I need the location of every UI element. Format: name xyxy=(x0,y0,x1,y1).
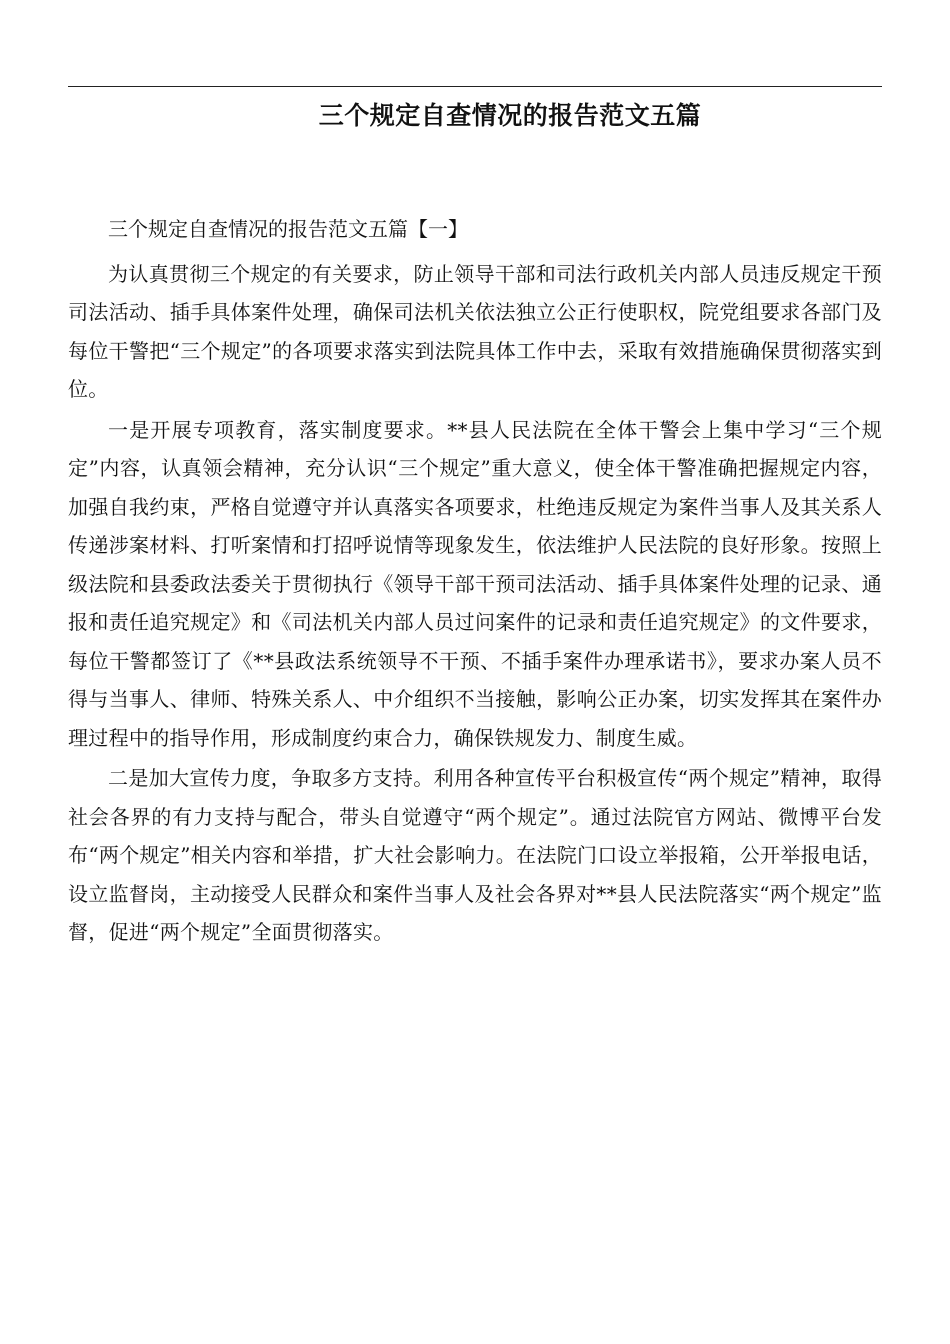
document-title: 三个规定自查情况的报告范文五篇 xyxy=(318,101,702,130)
section-heading: 三个规定自查情况的报告范文五篇【一】 xyxy=(108,217,468,241)
header-rule xyxy=(68,86,882,87)
paragraph-publicity: 二是加大宣传力度，争取多方支持。利用各种宣传平台积极宣传“两个规定”精神，取得社会各界的有力支持与配合，带头自觉遵守“两个规定”。通过法院官方网站、微博平台发布“两个规定”相关内容和举措，扩大社会影响力。在法院门口设立举报箱，公开举报电话，设立监督岗，主动接受人民群众和案件当事人及社会各界对**县人民法院落实“两个规定”监督，促进“两个规定”全面贯彻落实。 xyxy=(68,766,882,944)
paragraph-education: 一是开展专项教育，落实制度要求。**县人民法院在全体干警会上集中学习“三个规定”内容，认真领会精神，充分认识“三个规定”重大意义，使全体干警准确把握规定内容，加强自我约束，严格自觉遵守并认真落实各项要求，杜绝违反规定为案件当事人及其关系人传递涉案材料、打听案情和打招呼说情等现象发生，依法维护人民法院的良好形象。按照上级法院和县委政法委关于贯彻执行《领导干部干预司法活动、插手具体案件处理的记录、通报和责任追究规定》和《司法机关内部人员过问案件的记录和责任追究规定》的文件要求，每位干警都签订了《**县政法系统领导不干预、不插手案件办理承诺书》，要求办案人员不得与当事人、律师、特殊关系人、中介组织不当接触，影响公正办案，切实发挥其在案件办理过程中的指导作用，形成制度约束合力，确保铁规发力、制度生威。 xyxy=(68,417,882,750)
document-body xyxy=(68,210,882,954)
paragraph-intro: 为认真贯彻三个规定的有关要求，防止领导干部和司法行政机关内部人员违反规定干预司法活动、插手具体案件处理，确保司法机关依法独立公正行使职权，院党组要求各部门及每位干警把“三个规定”的各项要求落实到法院具体工作中去，采取有效措施确保贯彻落实到位。 xyxy=(68,261,882,401)
